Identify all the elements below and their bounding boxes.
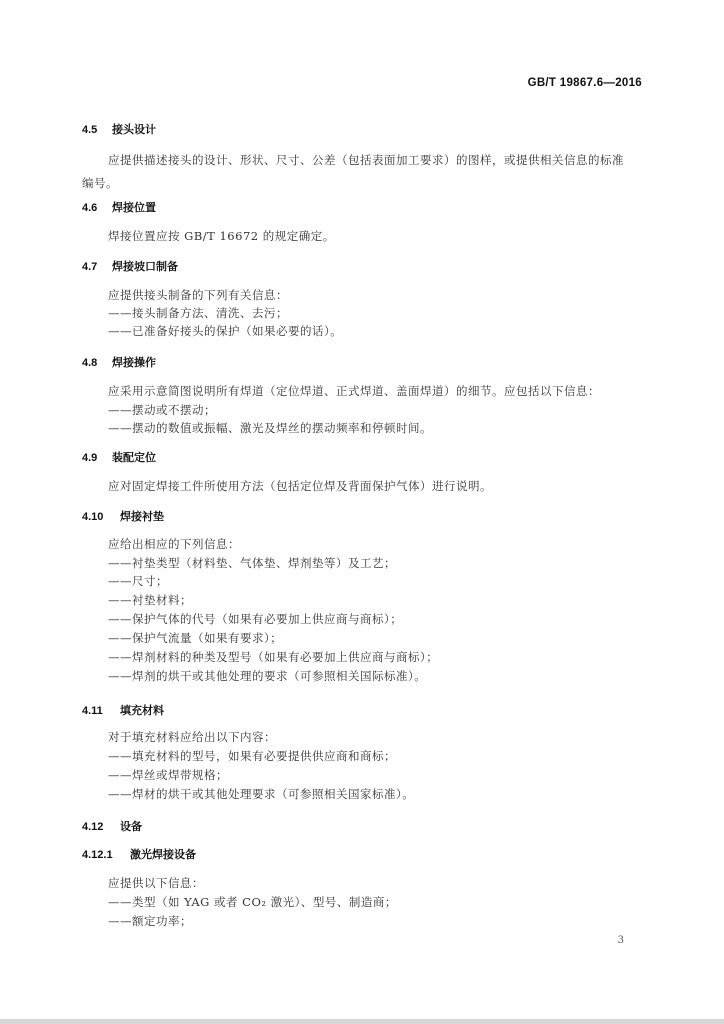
page-bottom-edge: [0, 1019, 724, 1024]
list-item: ——焊剂材料的种类及型号（如果有必要加上供应商与商标）；: [108, 650, 439, 664]
paragraph: 对于填充材料应给出以下内容：: [108, 730, 276, 744]
section-title: 装配定位: [112, 451, 156, 464]
list-item: ——填充材料的型号，如果有必要提供供应商和商标；: [108, 749, 396, 763]
section-title: 激光焊接设备: [130, 848, 196, 861]
section-number: 4.7: [82, 261, 98, 273]
list-item: ——焊材的烘干或其他处理要求（可参照相关国家标准）。: [108, 787, 415, 801]
section-title: 焊接坡口制备: [112, 260, 178, 273]
list-item: ——接头制备方法、清洗、去污；: [108, 306, 288, 320]
list-item: ——尺寸；: [108, 574, 168, 588]
list-item: ——保护气流量（如果有要求）；: [108, 631, 283, 645]
paragraph: 编号。: [82, 176, 118, 190]
list-item: ——摆动或不摆动；: [108, 403, 216, 417]
standard-code: GB/T 19867.6—2016: [527, 77, 642, 89]
list-item: ——已准备好接头的保护（如果必要的话）。: [108, 324, 343, 338]
section-number: 4.12.1: [82, 849, 113, 861]
section-number: 4.5: [82, 124, 98, 136]
list-item: ——焊丝或焊带规格；: [108, 768, 228, 782]
paragraph: 应给出相应的下列信息：: [108, 537, 240, 551]
section-heading: [82, 702, 164, 718]
section-heading: [82, 354, 156, 370]
list-item: ——衬垫类型（材料垫、气体垫、焊剂垫等）及工艺；: [108, 556, 396, 570]
section-title: 填充材料: [120, 704, 164, 717]
section-title: 接头设计: [112, 123, 156, 136]
section-heading: [82, 846, 196, 862]
section-number: 4.9: [82, 452, 98, 464]
section-title: 焊接衬垫: [120, 510, 164, 523]
section-heading: [82, 449, 156, 465]
list-item: ——焊剂的烘干或其他处理的要求（可参照相关国际标准）。: [108, 669, 427, 683]
paragraph: 应提供以下信息：: [108, 876, 204, 890]
section-number: 4.8: [82, 357, 98, 369]
paragraph: 应提供描述接头的设计、形状、尺寸、公差（包括表面加工要求）的图样，或提供相关信息的标准: [108, 153, 624, 167]
list-item: ——额定功率；: [108, 914, 192, 928]
section-heading: [82, 818, 142, 834]
section-number: 4.11: [82, 705, 103, 717]
paragraph: 应采用示意简图说明所有焊道（定位焊道、正式焊道、盖面焊道）的细节。应包括以下信息：: [108, 384, 600, 398]
list-item: ——摆动的数值或振幅、激光及焊丝的摆动频率和停顿时间。: [108, 421, 432, 435]
page-number: 3: [617, 935, 624, 946]
section-number: 4.10: [82, 511, 104, 523]
section-heading: [82, 121, 156, 137]
list-item: ——类型（如 YAG 或者 CO₂ 激光）、型号、制造商；: [108, 895, 397, 909]
section-number: 4.6: [82, 202, 98, 214]
section-number: 4.12: [82, 821, 104, 833]
list-item: ——保护气体的代号（如果有必要加上供应商与商标）；: [108, 612, 403, 626]
section-title: 焊接操作: [112, 356, 156, 369]
section-heading: [82, 199, 156, 215]
paragraph: 应提供接头制备的下列有关信息：: [108, 288, 288, 302]
list-item: ——衬垫材料；: [108, 593, 192, 607]
section-title: 焊接位置: [112, 201, 156, 214]
section-heading: [82, 258, 178, 274]
paragraph: 焊接位置应按 GB/T 16672 的规定确定。: [108, 229, 335, 243]
section-heading: [82, 508, 164, 524]
paragraph: 应对固定焊接工件所使用方法（包括定位焊及背面保护气体）进行说明。: [108, 479, 492, 493]
section-title: 设备: [120, 820, 142, 833]
